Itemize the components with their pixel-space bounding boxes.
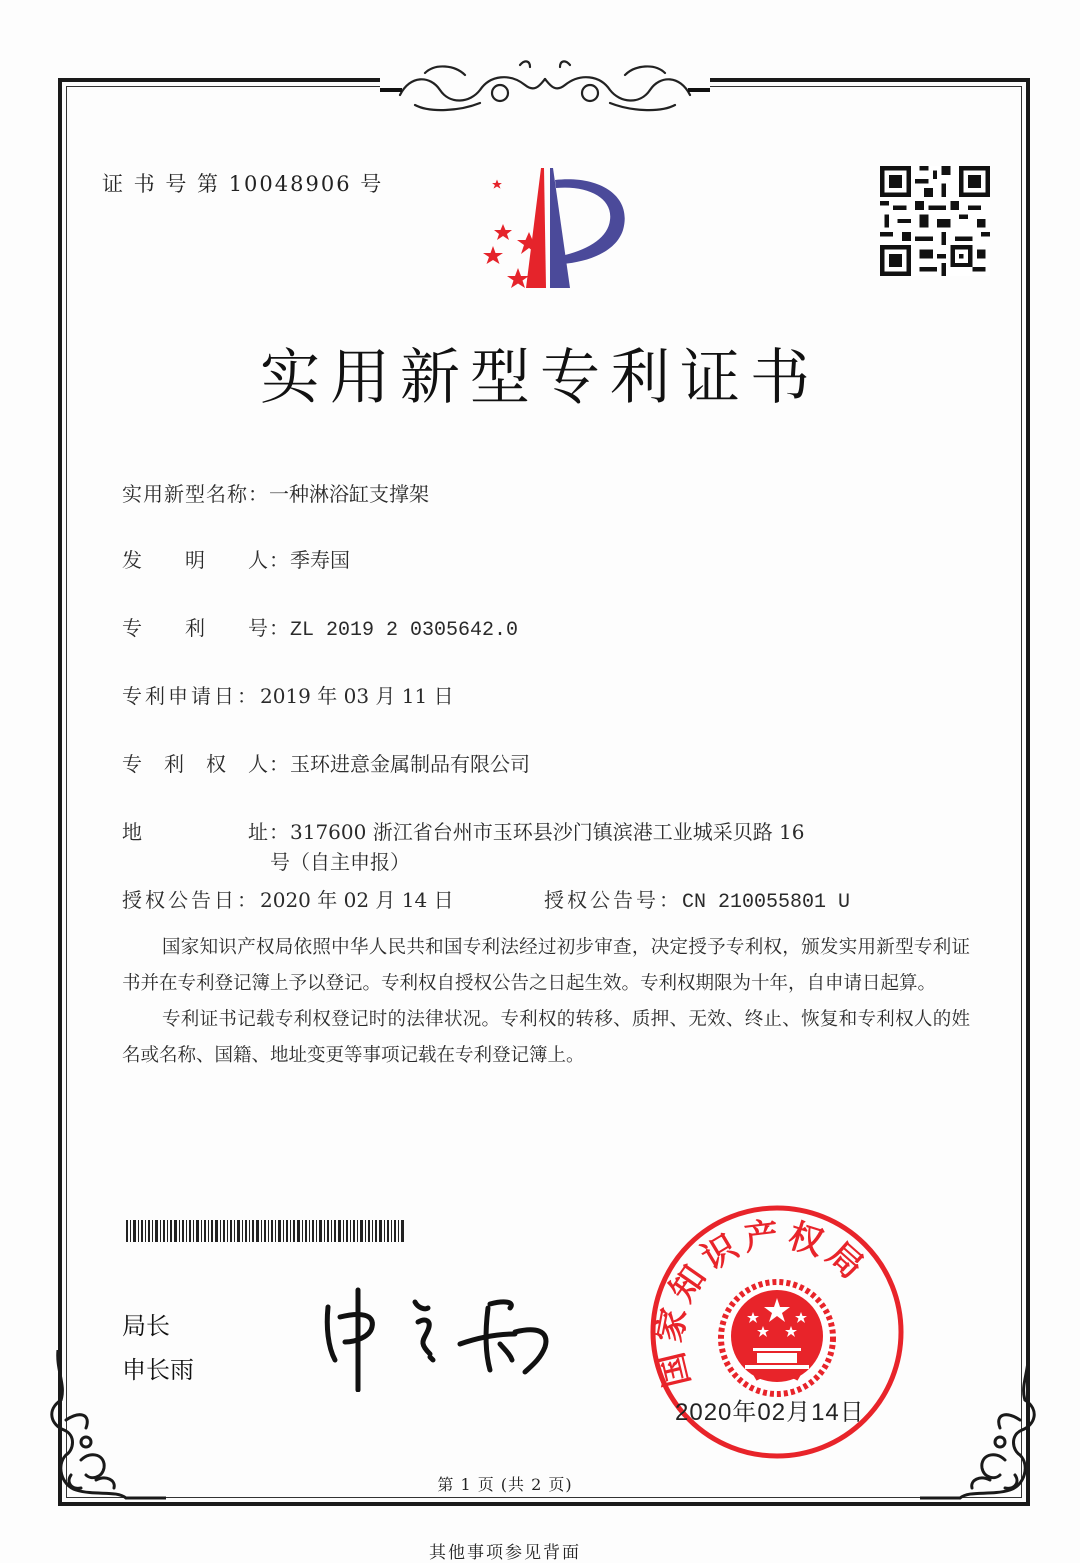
field-value: 一种淋浴缸支撑架 bbox=[269, 482, 429, 506]
field-value: 317600 浙江省台州市玉环县沙门镇滨港工业城采贝路 16 bbox=[290, 820, 805, 844]
field-label: 实用新型名称： bbox=[122, 482, 269, 506]
certificate-body bbox=[122, 930, 970, 1074]
cnipa-logo-icon bbox=[458, 160, 628, 295]
seal-date: 2020年02月14日 bbox=[675, 1399, 865, 1426]
field-grant-publication-number bbox=[544, 884, 850, 914]
field-address bbox=[122, 816, 805, 845]
dragon-ornament-icon bbox=[380, 55, 710, 115]
body-paragraph: 国家知识产权局依照中华人民共和国专利法经过初步审查，决定授予专利权，颁发实用新型专利证书并在专利登记簿上予以登记。专利权自授权公告之日起生效。专利权期限为十年，自申请日起算。 bbox=[122, 937, 970, 994]
certificate-number: 证 书 号 第 10048906 号 bbox=[102, 172, 384, 196]
field-address-line2: 号（自主申报） bbox=[270, 850, 410, 874]
field-label: 地 址： bbox=[122, 820, 290, 844]
field-value: 玉环进意金属制品有限公司 bbox=[290, 752, 530, 776]
field-grant-date bbox=[122, 884, 454, 913]
field-label: 发 明 人： bbox=[122, 548, 290, 572]
national-emblem-icon bbox=[721, 1282, 833, 1394]
field-label: 授权公告号： bbox=[544, 888, 682, 912]
field-application-date bbox=[122, 680, 454, 709]
field-utility-model-name bbox=[122, 478, 429, 507]
field-patent-number bbox=[122, 612, 518, 642]
field-patentee bbox=[122, 748, 530, 777]
field-value: 季寿国 bbox=[290, 548, 350, 572]
handwritten-signature-icon bbox=[300, 1282, 560, 1392]
field-value: CN 210055801 U bbox=[682, 891, 851, 914]
field-value: ZL 2019 2 0305642.0 bbox=[290, 619, 519, 642]
signatory-title: 局长 bbox=[122, 1312, 170, 1340]
certificate-title: 实用新型专利证书 bbox=[260, 343, 820, 413]
seal-text: 国家知识产权局 bbox=[649, 1214, 876, 1391]
field-label: 授权公告日： bbox=[122, 888, 260, 912]
body-paragraph: 专利证书记载专利权登记时的法律状况。专利权的转移、质押、无效、终止、恢复和专利权人的姓名或名称、国籍、地址变更等事项记载在专利登记簿上。 bbox=[122, 1009, 970, 1066]
field-label: 专利申请日： bbox=[122, 684, 260, 708]
field-label: 专 利 号： bbox=[122, 616, 290, 640]
back-side-note: 其他事项参见背面 bbox=[429, 1543, 581, 1563]
qr-code-icon[interactable] bbox=[880, 166, 990, 276]
signatory-name: 申长雨 bbox=[122, 1356, 194, 1384]
page-indicator: 第 1 页 (共 2 页) bbox=[437, 1475, 573, 1494]
field-value: 2019 年 03 月 11 日 bbox=[260, 684, 454, 708]
field-value: 2020 年 02 月 14 日 bbox=[260, 888, 454, 912]
barcode-icon bbox=[126, 1220, 406, 1242]
field-inventor bbox=[122, 544, 350, 573]
field-label: 专 利 权 人： bbox=[122, 752, 290, 776]
